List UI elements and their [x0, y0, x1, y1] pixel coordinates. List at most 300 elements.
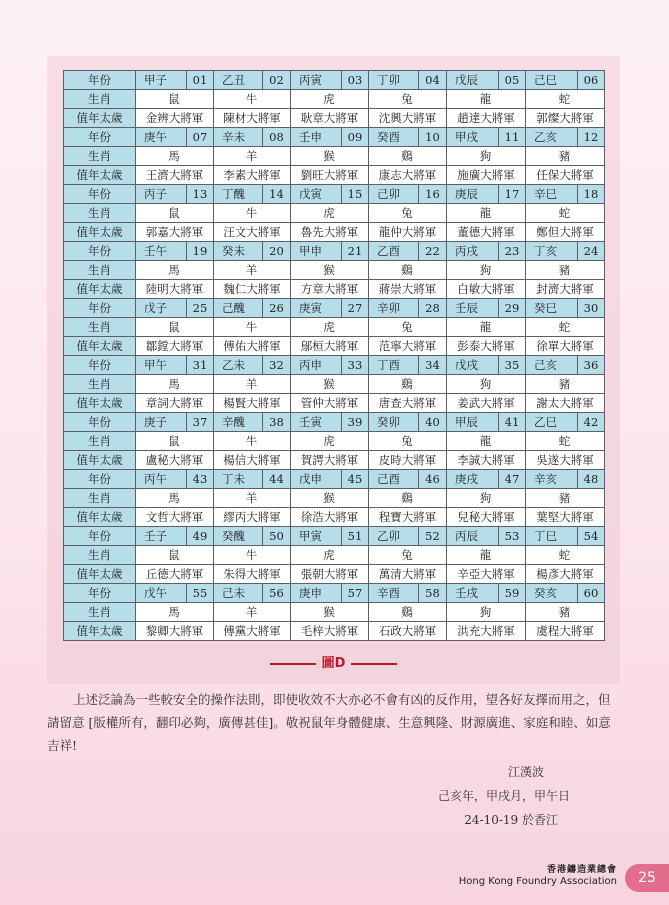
row-label-zodiac: 生肖	[64, 90, 136, 109]
year-row	[64, 356, 605, 375]
stem-branch-cell: 甲午	[136, 356, 187, 375]
year-row	[64, 128, 605, 147]
stem-branch-cell: 甲戌	[447, 128, 499, 147]
zodiac-cell: 鷄	[369, 261, 447, 280]
paragraph-text: 上述泛論為一些較安全的操作法則，即使收效不大亦必不會有凶的反作用，望各好友擇而用之，但請留意 [版權所有，翻印必夠，廣傳甚佳]。敬祝鼠年身體健康、生意興隆、財源廣進、家庭和睦、如意吉祥!	[47, 692, 611, 753]
zodiac-cell: 豬	[526, 375, 605, 394]
general-cell: 徐浩大將軍	[291, 508, 369, 527]
zodiac-row	[64, 489, 605, 508]
stem-branch-cell: 乙未	[214, 356, 263, 375]
general-cell: 管仲大將軍	[291, 394, 369, 413]
stem-branch-cell: 己卯	[369, 185, 419, 204]
stem-branch-cell: 辛亥	[526, 470, 578, 489]
zodiac-cell: 羊	[214, 489, 291, 508]
zodiac-cell: 鼠	[136, 546, 214, 565]
page-number-tab	[625, 864, 669, 892]
year-number-cell: 01	[187, 71, 214, 90]
general-cell: 王濟大將軍	[136, 166, 214, 185]
year-number-cell: 57	[342, 584, 369, 603]
general-cell: 郭燦大將軍	[526, 109, 605, 128]
general-cell: 封濟大將軍	[526, 280, 605, 299]
zodiac-cell: 狗	[447, 375, 526, 394]
general-cell: 黎卿大將軍	[136, 622, 214, 641]
general-row	[64, 622, 605, 641]
stem-branch-cell: 戊子	[136, 299, 187, 318]
general-cell: 徐單大將軍	[526, 337, 605, 356]
row-label-zodiac: 生肖	[64, 375, 136, 394]
zodiac-cell: 虎	[291, 318, 369, 337]
zodiac-cell: 羊	[214, 603, 291, 622]
zodiac-cell: 虎	[291, 546, 369, 565]
year-row	[64, 71, 605, 90]
year-number-cell: 35	[499, 356, 526, 375]
year-number-cell: 29	[499, 299, 526, 318]
year-number-cell: 12	[578, 128, 605, 147]
year-number-cell: 23	[499, 242, 526, 261]
zodiac-cell: 鼠	[136, 90, 214, 109]
signature-block	[438, 760, 570, 832]
year-number-cell: 44	[263, 470, 291, 489]
stem-branch-cell: 辛未	[214, 128, 263, 147]
general-row	[64, 109, 605, 128]
closing-paragraph	[47, 688, 620, 757]
year-number-cell: 47	[499, 470, 526, 489]
table-card	[47, 56, 620, 684]
zodiac-cell: 虎	[291, 432, 369, 451]
year-number-cell: 36	[578, 356, 605, 375]
year-number-cell: 37	[187, 413, 214, 432]
stem-branch-cell: 丁亥	[526, 242, 578, 261]
stem-branch-cell: 甲寅	[291, 527, 342, 546]
stem-branch-cell: 己醜	[214, 299, 263, 318]
zodiac-cell: 狗	[447, 489, 526, 508]
year-number-cell: 39	[342, 413, 369, 432]
general-cell: 謝太大將軍	[526, 394, 605, 413]
written-date: 24-10-19 於香江	[464, 813, 558, 827]
zodiac-cell: 猴	[291, 603, 369, 622]
general-cell: 陸明大將軍	[136, 280, 214, 299]
row-label-general: 值年太歲	[64, 280, 136, 299]
year-number-cell: 06	[578, 71, 605, 90]
general-cell: 吳遂大將軍	[526, 451, 605, 470]
general-cell: 賀諤大將軍	[291, 451, 369, 470]
year-row	[64, 299, 605, 318]
stem-branch-cell: 己巳	[526, 71, 578, 90]
stem-branch-cell: 丙午	[136, 470, 187, 489]
year-number-cell: 05	[499, 71, 526, 90]
stem-branch-cell: 丁未	[214, 470, 263, 489]
year-number-cell: 17	[499, 185, 526, 204]
association-name-zh: 香港鑄造業總會	[546, 865, 617, 875]
year-number-cell: 19	[187, 242, 214, 261]
zodiac-cell: 兔	[369, 204, 447, 223]
stem-branch-cell: 辛醜	[214, 413, 263, 432]
stem-branch-cell: 丙申	[291, 356, 342, 375]
year-number-cell: 38	[263, 413, 291, 432]
zodiac-row	[64, 375, 605, 394]
row-label-zodiac: 生肖	[64, 204, 136, 223]
stem-branch-cell: 壬寅	[291, 413, 342, 432]
zodiac-row	[64, 90, 605, 109]
stem-branch-cell: 乙亥	[526, 128, 578, 147]
zodiac-cell: 蛇	[526, 90, 605, 109]
zodiac-row	[64, 546, 605, 565]
stem-branch-cell: 庚辰	[447, 185, 499, 204]
row-label-general: 值年太歲	[64, 565, 136, 584]
zodiac-cell: 牛	[214, 204, 291, 223]
zodiac-cell: 龍	[447, 546, 526, 565]
stem-branch-cell: 癸卯	[369, 413, 419, 432]
zodiac-cell: 馬	[136, 375, 214, 394]
zodiac-cell: 狗	[447, 147, 526, 166]
stem-branch-cell: 丁卯	[369, 71, 419, 90]
general-cell: 楊信大將軍	[214, 451, 291, 470]
row-label-general: 值年太歲	[64, 622, 136, 641]
stem-branch-cell: 壬午	[136, 242, 187, 261]
association-logo	[459, 864, 617, 888]
row-label-year: 年份	[64, 71, 136, 90]
zodiac-cell: 猴	[291, 375, 369, 394]
general-row	[64, 565, 605, 584]
general-cell: 萬清大將軍	[369, 565, 447, 584]
stem-branch-cell: 壬辰	[447, 299, 499, 318]
stem-branch-cell: 丙子	[136, 185, 187, 204]
year-number-cell: 51	[342, 527, 369, 546]
general-cell: 施廣大將軍	[447, 166, 526, 185]
year-number-cell: 60	[578, 584, 605, 603]
general-cell: 鄒鏜大將軍	[136, 337, 214, 356]
zodiac-cell: 豬	[526, 603, 605, 622]
general-cell: 方章大將軍	[291, 280, 369, 299]
general-cell: 張朝大將軍	[291, 565, 369, 584]
year-number-cell: 02	[263, 71, 291, 90]
zodiac-cell: 鼠	[136, 432, 214, 451]
general-cell: 陳材大將軍	[214, 109, 291, 128]
row-label-zodiac: 生肖	[64, 261, 136, 280]
stem-branch-cell: 乙丑	[214, 71, 263, 90]
year-number-cell: 24	[578, 242, 605, 261]
stem-branch-cell: 壬申	[291, 128, 342, 147]
zodiac-cell: 鷄	[369, 603, 447, 622]
general-cell: 傅佑大將軍	[214, 337, 291, 356]
year-number-cell: 21	[342, 242, 369, 261]
row-label-general: 值年太歲	[64, 394, 136, 413]
zodiac-cell: 牛	[214, 90, 291, 109]
zodiac-cell: 猴	[291, 147, 369, 166]
year-row	[64, 413, 605, 432]
year-number-cell: 58	[419, 584, 447, 603]
general-cell: 虞程大將軍	[526, 622, 605, 641]
general-cell: 康志大將軍	[369, 166, 447, 185]
stem-branch-cell: 戊寅	[291, 185, 342, 204]
row-label-general: 值年太歲	[64, 109, 136, 128]
general-cell: 龍仲大將軍	[369, 223, 447, 242]
zodiac-cell: 馬	[136, 603, 214, 622]
year-number-cell: 25	[187, 299, 214, 318]
year-number-cell: 10	[419, 128, 447, 147]
general-row	[64, 280, 605, 299]
general-cell: 姜武大將軍	[447, 394, 526, 413]
stem-branch-cell: 丙辰	[447, 527, 499, 546]
stem-branch-cell: 乙酉	[369, 242, 419, 261]
zodiac-row	[64, 147, 605, 166]
general-cell: 兒秘大將軍	[447, 508, 526, 527]
year-number-cell: 54	[578, 527, 605, 546]
zodiac-cell: 豬	[526, 489, 605, 508]
zodiac-cell: 豬	[526, 147, 605, 166]
general-cell: 范寧大將軍	[369, 337, 447, 356]
row-label-year: 年份	[64, 584, 136, 603]
general-cell: 魏仁大將軍	[214, 280, 291, 299]
stem-branch-cell: 庚申	[291, 584, 342, 603]
row-label-zodiac: 生肖	[64, 603, 136, 622]
row-label-year: 年份	[64, 527, 136, 546]
general-cell: 洪充大將軍	[447, 622, 526, 641]
year-number-cell: 27	[342, 299, 369, 318]
row-label-year: 年份	[64, 242, 136, 261]
zodiac-cell: 猴	[291, 261, 369, 280]
row-label-general: 值年太歲	[64, 223, 136, 242]
year-number-cell: 32	[263, 356, 291, 375]
year-number-cell: 16	[419, 185, 447, 204]
general-cell: 唐查大將軍	[369, 394, 447, 413]
year-number-cell: 28	[419, 299, 447, 318]
page-number: 25	[638, 870, 656, 886]
row-label-year: 年份	[64, 356, 136, 375]
zodiac-cell: 狗	[447, 261, 526, 280]
row-label-zodiac: 生肖	[64, 546, 136, 565]
stem-branch-cell: 丁巳	[526, 527, 578, 546]
zodiac-cell: 鼠	[136, 318, 214, 337]
zodiac-cell: 虎	[291, 204, 369, 223]
stem-branch-cell: 戊午	[136, 584, 187, 603]
row-label-general: 值年太歲	[64, 508, 136, 527]
stem-branch-cell: 乙巳	[526, 413, 578, 432]
stem-branch-cell: 甲子	[136, 71, 187, 90]
general-cell: 石政大將軍	[369, 622, 447, 641]
general-cell: 劉旺大將軍	[291, 166, 369, 185]
stem-branch-cell: 戊戌	[447, 356, 499, 375]
table-body	[64, 71, 605, 641]
year-number-cell: 46	[419, 470, 447, 489]
year-number-cell: 33	[342, 356, 369, 375]
stem-branch-cell: 癸亥	[526, 584, 578, 603]
general-cell: 朱得大將軍	[214, 565, 291, 584]
year-number-cell: 14	[263, 185, 291, 204]
year-row	[64, 527, 605, 546]
general-cell: 董德大將軍	[447, 223, 526, 242]
year-number-cell: 41	[499, 413, 526, 432]
general-cell: 繆丙大將軍	[214, 508, 291, 527]
general-cell: 毛梓大將軍	[291, 622, 369, 641]
year-row	[64, 470, 605, 489]
year-number-cell: 20	[263, 242, 291, 261]
general-row	[64, 337, 605, 356]
zodiac-row	[64, 318, 605, 337]
zodiac-cell: 蛇	[526, 204, 605, 223]
zodiac-cell: 蛇	[526, 432, 605, 451]
stem-branch-cell: 乙卯	[369, 527, 419, 546]
zodiac-cell: 龍	[447, 318, 526, 337]
year-number-cell: 59	[499, 584, 526, 603]
caption-rule-right	[351, 663, 397, 665]
year-number-cell: 53	[499, 527, 526, 546]
stem-branch-cell: 壬戌	[447, 584, 499, 603]
general-cell: 盧秘大將軍	[136, 451, 214, 470]
general-cell: 沈興大將軍	[369, 109, 447, 128]
row-label-general: 值年太歲	[64, 337, 136, 356]
general-cell: 楊彥大將軍	[526, 565, 605, 584]
zodiac-cell: 猴	[291, 489, 369, 508]
general-row	[64, 508, 605, 527]
general-cell: 李誠大將軍	[447, 451, 526, 470]
general-cell: 辛亞大將軍	[447, 565, 526, 584]
year-number-cell: 34	[419, 356, 447, 375]
year-number-cell: 52	[419, 527, 447, 546]
zodiac-cell: 龍	[447, 432, 526, 451]
year-number-cell: 18	[578, 185, 605, 204]
row-label-year: 年份	[64, 299, 136, 318]
year-number-cell: 03	[342, 71, 369, 90]
zodiac-cell: 鼠	[136, 204, 214, 223]
general-cell: 彭泰大將軍	[447, 337, 526, 356]
row-label-year: 年份	[64, 470, 136, 489]
general-cell: 郭嘉大將軍	[136, 223, 214, 242]
stem-branch-cell: 己未	[214, 584, 263, 603]
general-row	[64, 166, 605, 185]
zodiac-cell: 龍	[447, 90, 526, 109]
caption-rule-left	[270, 663, 316, 665]
zodiac-cell: 馬	[136, 261, 214, 280]
author-name: 江漢波	[507, 765, 544, 779]
zodiac-cell: 羊	[214, 147, 291, 166]
zodiac-cell: 鷄	[369, 147, 447, 166]
year-number-cell: 45	[342, 470, 369, 489]
stem-branch-cell: 丁酉	[369, 356, 419, 375]
stem-branch-cell: 庚午	[136, 128, 187, 147]
general-cell: 程寶大將軍	[369, 508, 447, 527]
year-number-cell: 15	[342, 185, 369, 204]
stem-branch-cell: 丁醜	[214, 185, 263, 204]
stem-branch-cell: 癸酉	[369, 128, 419, 147]
year-number-cell: 08	[263, 128, 291, 147]
general-cell: 耿章大將軍	[291, 109, 369, 128]
general-row	[64, 394, 605, 413]
row-label-zodiac: 生肖	[64, 318, 136, 337]
zodiac-cell: 馬	[136, 147, 214, 166]
general-row	[64, 223, 605, 242]
zodiac-row	[64, 603, 605, 622]
year-number-cell: 49	[187, 527, 214, 546]
stem-branch-cell: 甲辰	[447, 413, 499, 432]
general-cell: 章詞大將軍	[136, 394, 214, 413]
zodiac-cell: 牛	[214, 546, 291, 565]
row-label-year: 年份	[64, 185, 136, 204]
general-cell: 白敏大將軍	[447, 280, 526, 299]
year-row	[64, 242, 605, 261]
row-label-general: 值年太歲	[64, 166, 136, 185]
general-row	[64, 451, 605, 470]
stem-branch-cell: 甲申	[291, 242, 342, 261]
sexagenary-cycle-table	[63, 70, 605, 641]
general-cell: 任保大將軍	[526, 166, 605, 185]
zodiac-cell: 羊	[214, 375, 291, 394]
zodiac-cell: 鷄	[369, 375, 447, 394]
zodiac-cell: 牛	[214, 432, 291, 451]
stem-branch-cell: 癸巳	[526, 299, 578, 318]
year-number-cell: 04	[419, 71, 447, 90]
ganzhi-date: 己亥年，甲戌月，甲午日	[437, 789, 570, 803]
zodiac-cell: 蛇	[526, 318, 605, 337]
row-label-general: 值年太歲	[64, 451, 136, 470]
year-number-cell: 42	[578, 413, 605, 432]
general-cell: 魯先大將軍	[291, 223, 369, 242]
row-label-zodiac: 生肖	[64, 432, 136, 451]
zodiac-cell: 蛇	[526, 546, 605, 565]
zodiac-row	[64, 261, 605, 280]
zodiac-cell: 兔	[369, 90, 447, 109]
general-cell: 葉堅大將軍	[526, 508, 605, 527]
stem-branch-cell: 壬子	[136, 527, 187, 546]
caption-text: 圖D	[321, 656, 346, 671]
general-cell: 楊賢大將軍	[214, 394, 291, 413]
zodiac-row	[64, 204, 605, 223]
zodiac-cell: 羊	[214, 261, 291, 280]
general-cell: 傅黨大將軍	[214, 622, 291, 641]
general-cell: 鄭但大將軍	[526, 223, 605, 242]
stem-branch-cell: 辛酉	[369, 584, 419, 603]
year-number-cell: 13	[187, 185, 214, 204]
year-number-cell: 11	[499, 128, 526, 147]
year-number-cell: 55	[187, 584, 214, 603]
general-cell: 文哲大將軍	[136, 508, 214, 527]
general-cell: 蔣崇大將軍	[369, 280, 447, 299]
zodiac-cell: 兔	[369, 318, 447, 337]
zodiac-cell: 虎	[291, 90, 369, 109]
general-cell: 鄔桓大將軍	[291, 337, 369, 356]
zodiac-cell: 狗	[447, 603, 526, 622]
stem-branch-cell: 庚寅	[291, 299, 342, 318]
general-cell: 丘德大將軍	[136, 565, 214, 584]
figure-caption	[47, 652, 620, 671]
year-number-cell: 56	[263, 584, 291, 603]
zodiac-cell: 豬	[526, 261, 605, 280]
general-cell: 趙達大將軍	[447, 109, 526, 128]
stem-branch-cell: 辛卯	[369, 299, 419, 318]
stem-branch-cell: 庚戌	[447, 470, 499, 489]
stem-branch-cell: 丙戌	[447, 242, 499, 261]
zodiac-cell: 牛	[214, 318, 291, 337]
stem-branch-cell: 庚子	[136, 413, 187, 432]
general-cell: 金辨大將軍	[136, 109, 214, 128]
stem-branch-cell: 己亥	[526, 356, 578, 375]
general-cell: 李素大將軍	[214, 166, 291, 185]
zodiac-cell: 馬	[136, 489, 214, 508]
zodiac-cell: 兔	[369, 546, 447, 565]
stem-branch-cell: 戊申	[291, 470, 342, 489]
stem-branch-cell: 戊辰	[447, 71, 499, 90]
stem-branch-cell: 癸未	[214, 242, 263, 261]
stem-branch-cell: 己酉	[369, 470, 419, 489]
year-number-cell: 50	[263, 527, 291, 546]
general-cell: 皮時大將軍	[369, 451, 447, 470]
zodiac-cell: 兔	[369, 432, 447, 451]
year-number-cell: 22	[419, 242, 447, 261]
year-number-cell: 40	[419, 413, 447, 432]
year-number-cell: 30	[578, 299, 605, 318]
year-number-cell: 31	[187, 356, 214, 375]
zodiac-row	[64, 432, 605, 451]
